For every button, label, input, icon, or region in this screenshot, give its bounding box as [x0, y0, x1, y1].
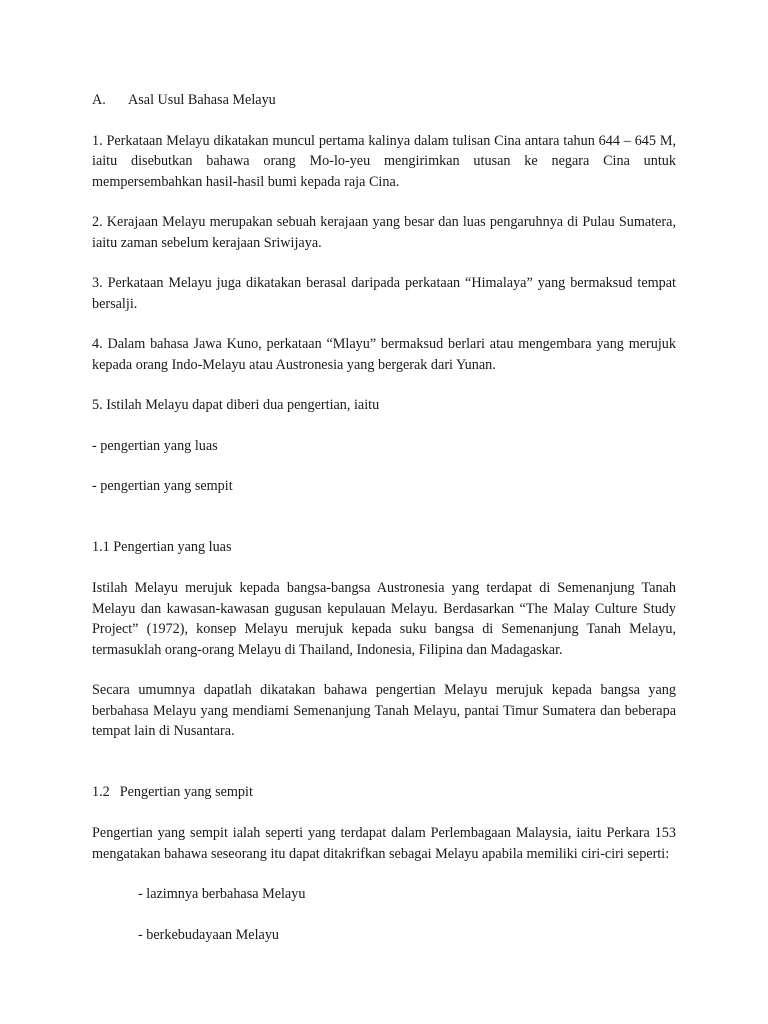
meaning-broad: - pengertian yang luas	[92, 437, 218, 454]
section-1-1-paragraph-1: Istilah Melayu merujuk kepada bangsa-bangsa Austronesia yang terdapat di Semenanjung Tanah Melayu dan kawasan-kawasan gugusan kepulauan Melayu. Berdasarkan “The Malay Culture Study Project” (1972), konsep Melayu merujuk kepada suku bangsa di Semenanjung Tanah Melayu, termasuklah orang-orang Melayu di Thailand, Indonesia, Filipina dan Madagaskar.	[92, 580, 676, 658]
section-a-number: A.	[92, 92, 106, 108]
point-3: 3. Perkataan Melayu juga dikatakan berasal daripada perkataan “Himalaya” yang bermaksud tempat bersalji.	[92, 275, 676, 312]
point-2: 2. Kerajaan Melayu merupakan sebuah kerajaan yang besar dan luas pengaruhnya di Pulau Sumatera, iaitu zaman sebelum kerajaan Sriwijaya.	[92, 214, 676, 251]
document-page	[92, 90, 676, 945]
section-a-title: Asal Usul Bahasa Melayu	[128, 92, 276, 108]
section-1-1-heading: 1.1 Pengertian yang luas	[92, 538, 232, 555]
section-1-1-paragraph-2: Secara umumnya dapatlah dikatakan bahawa pengertian Melayu merujuk kepada bangsa yang berbahasa Melayu yang mendiami Semenanjung Tanah Melayu, pantai Timur Sumatera dan beberapa tempat lain di Nusantara.	[92, 682, 676, 739]
section-1-2-heading	[92, 782, 676, 803]
point-4: 4. Dalam bahasa Jawa Kuno, perkataan “Mlayu” bermaksud berlari atau mengembara yang merujuk kepada orang Indo-Melayu atau Austronesia yang bergerak dari Yunan.	[92, 336, 676, 373]
meaning-narrow: - pengertian yang sempit	[92, 478, 233, 494]
section-a-heading	[92, 90, 676, 111]
criteria-item: - berkebudayaan Melayu	[138, 926, 280, 943]
section-1-2-paragraph: Pengertian yang sempit ialah seperti yang terdapat dalam Perlembagaan Malaysia, iaitu Perkara 153 mengatakan bahawa seseorang itu dapat ditakrifkan sebagai Melayu apabila memiliki ciri-ciri seperti:	[92, 825, 676, 862]
point-5: 5. Istilah Melayu dapat diberi dua pengertian, iaitu	[92, 397, 380, 413]
section-1-2-number: 1.2	[92, 783, 110, 800]
section-1-2-title: Pengertian yang sempit	[119, 783, 253, 800]
point-1: 1. Perkataan Melayu dikatakan muncul pertama kalinya dalam tulisan Cina antara tahun 644 – 645 M, iaitu disebutkan bahawa orang Mo-lo-yeu mengirimkan utusan ke negara Cina untuk mempersembahkan hasil-hasil bumi kepada raja Cina.	[92, 132, 676, 190]
criteria-item: - lazimnya berbahasa Melayu	[138, 886, 306, 902]
